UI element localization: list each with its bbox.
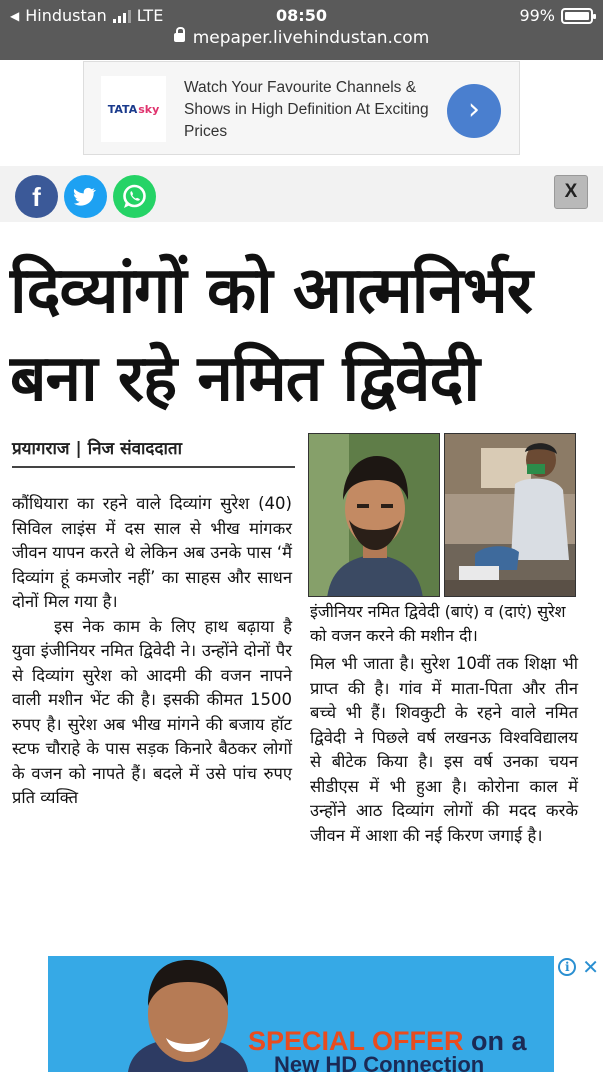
ad-controls <box>558 955 599 979</box>
status-right <box>519 6 593 25</box>
battery-fill <box>565 12 589 20</box>
hd-offer-ad[interactable] <box>48 956 554 1072</box>
byline-reporter: निज संवाददाता <box>87 439 182 459</box>
article-column-right <box>310 652 578 848</box>
paragraph-2: इस नेक काम के लिए हाथ बढ़ाया है युवा इंजीनियर नमित द्विवेदी ने। उन्होंने दोनों पैर से दिव्यांग सुरेश को आदमी की वजन नापने वाली मशीन भेंट की है। इसकी कीमत 1500 रुपए है। सुरेश अब भीख मांगने की बजाय हॉट स्टफ चौराहे के पास सड़क किनारे बैठकर लोगों के वजन को नापते हैं। बदले में उसे पांच रुपए प्रति व्यक्ति <box>12 616 292 807</box>
ad-person-image <box>108 956 268 1072</box>
article-column-left <box>12 492 292 811</box>
browser-top-bar <box>0 0 603 60</box>
offer-subline: New HD Connection <box>274 1052 485 1072</box>
paragraph-1: कौंधियारा का रहने वाले दिव्यांग सुरेश (40) सिविल लाइंस में दस साल से भीख मांगकर जीवन यापन करते थे लेकिन अब उनके पास ‘मैं दिव्यांग हूं कमजोर नहीं’ का साहस और साधन दोनों मिल गया है। <box>12 494 292 611</box>
photo-namit-dwivedi <box>308 433 440 597</box>
headline-line-2: बना रहे नमित द्विवेदी <box>10 342 480 416</box>
twitter-icon[interactable] <box>64 175 107 218</box>
byline-separator: | <box>75 439 82 459</box>
logo-sky: sky <box>138 102 160 116</box>
carrier-back-label[interactable]: Hindustan <box>25 6 107 25</box>
close-icon[interactable]: ✕ <box>582 955 599 979</box>
offer-highlight: SPECIAL OFFER <box>248 1026 464 1056</box>
url-text: mepaper.livehindustan.com <box>192 28 430 48</box>
ad-text: Watch Your Favourite Channels & Shows in High Definition At Exciting Prices <box>184 79 429 140</box>
back-to-app-icon[interactable]: ◀ <box>10 8 20 23</box>
article-clipping <box>0 222 603 952</box>
clock: 08:50 <box>276 6 327 25</box>
photo-caption: इंजीनियर नमित द्विवेदी (बाएं) व (दाएं) सुरेश को वजन करने की मशीन दी। <box>310 602 566 645</box>
whatsapp-icon[interactable] <box>113 175 156 218</box>
bottom-ad[interactable] <box>0 952 603 1072</box>
tatasky-logo <box>101 76 166 142</box>
byline-rule <box>12 466 295 468</box>
facebook-icon[interactable]: f <box>15 175 58 218</box>
tatasky-ad-banner[interactable] <box>83 61 520 155</box>
photo-suresh-with-machine <box>444 433 576 597</box>
close-share-button[interactable]: X <box>554 175 588 209</box>
lock-icon <box>174 33 185 42</box>
logo-tata: TATA <box>107 102 138 116</box>
info-icon[interactable]: i <box>558 958 576 976</box>
status-bar <box>0 4 603 28</box>
paragraph-3: मिल भी जाता है। सुरेश 10वीं तक शिक्षा भी प्राप्त की है। गांव में माता-पिता और तीन बच्चे भी हैं। शिवकुटी के रहने वाले नमित द्विवेदी ने पिछले वर्ष लखनऊ विश्वविद्यालय से बीटेक किया है। इस वर्ष उनका चयन सीडीएस में भी हुआ है। कोरोना काल में उन्होंने आठ दिव्यांग लोगों की मदद करके जीवन में आशा की नई किरण जगाई है। <box>310 654 578 845</box>
headline-line-1: दिव्यांगों को आत्मनिर्भर <box>10 254 532 328</box>
network-type: LTE <box>136 6 164 25</box>
chevron-right-icon[interactable]: › <box>447 84 501 138</box>
headline <box>10 247 595 423</box>
byline <box>12 436 182 459</box>
share-bar <box>0 166 603 222</box>
offer-on: on a <box>471 1026 527 1056</box>
byline-place: प्रयागराज <box>12 439 70 459</box>
battery-icon <box>561 8 593 24</box>
address-bar[interactable] <box>0 28 603 48</box>
battery-percent: 99% <box>519 6 555 25</box>
